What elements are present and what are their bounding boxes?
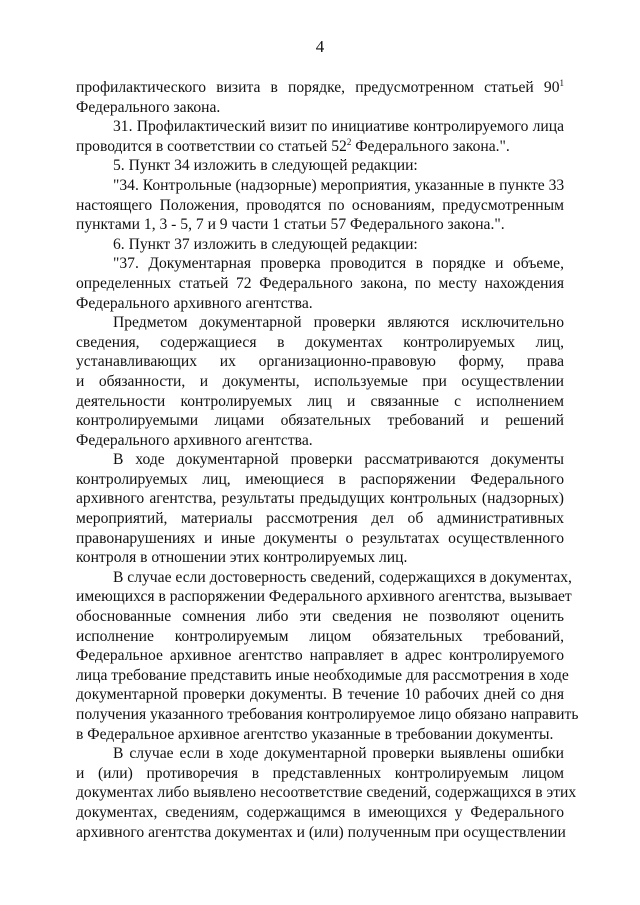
line-text: в Федеральное архивное агентство указанные в требовании документы. — [76, 725, 554, 743]
text-line — [76, 294, 564, 314]
text-line — [76, 764, 564, 784]
line-text: проводится в соответствии со статьей 52 — [76, 137, 347, 155]
text-line — [76, 333, 564, 353]
text-line — [76, 98, 564, 118]
text-line — [76, 235, 564, 255]
text-line — [76, 607, 564, 627]
text-line — [76, 392, 564, 412]
text-line — [76, 705, 579, 725]
line-text: пунктами 1, 3 - 5, 7 и 9 части 1 статьи 57 Федерального закона.". — [76, 216, 505, 234]
line-text-continuation: Федерального закона.". — [351, 137, 510, 155]
text-line — [76, 646, 564, 666]
text-line — [76, 744, 564, 764]
line-text: лица требование представить иные необходимые для рассмотрения в ходе — [76, 666, 569, 684]
document-body — [76, 78, 579, 842]
line-text: документах либо выявлено несоответствие сведений, содержащихся в этих — [76, 784, 577, 802]
line-text: 5. Пункт 34 изложить в следующей редакции: — [113, 157, 418, 175]
text-line — [76, 823, 564, 843]
line-text: правонарушениях и иные документы о результатах осуществленного — [76, 529, 564, 547]
text-line — [76, 372, 564, 392]
line-text: "37. Документарная проверка проводится в порядке и объеме, — [113, 255, 564, 273]
footnote-superscript: 1 — [559, 78, 564, 88]
text-line — [76, 313, 564, 333]
text-line — [76, 176, 564, 196]
text-line — [76, 470, 564, 490]
text-line — [76, 568, 572, 588]
line-text: контролируемых лиц, имеющиеся в распоряжении Федерального — [76, 470, 564, 488]
line-text: 6. Пункт 37 изложить в следующей редакции: — [113, 235, 418, 253]
line-text: документарной проверки документы. В течение 10 рабочих дней со дня — [76, 686, 564, 704]
text-line — [76, 352, 564, 372]
text-line — [76, 509, 564, 529]
line-text: сведения, содержащиеся в документах контролируемых лиц, — [76, 333, 564, 351]
page-number: 4 — [315, 37, 325, 56]
text-line — [76, 450, 564, 470]
text-line — [76, 117, 564, 137]
line-text: документах, сведениям, содержащимся в имеющихся у Федерального — [76, 803, 564, 821]
line-text: имеющихся в распоряжении Федерального архивного агентства, вызывает — [76, 588, 572, 606]
line-text: Федерального архивного агентства. — [76, 431, 313, 449]
line-text: Предметом документарной проверки являются исключительно — [113, 314, 564, 332]
text-line — [76, 685, 564, 705]
text-line — [76, 548, 564, 568]
text-line — [76, 156, 564, 176]
line-text: Федерального закона. — [76, 98, 221, 116]
line-text: исполнение контролируемым лицом обязательных требований, — [76, 627, 564, 645]
text-line — [76, 529, 564, 549]
line-text: 31. Профилактический визит по инициативе контролируемого лица — [113, 118, 564, 136]
line-text: В случае если достоверность сведений, содержащихся в документах, — [113, 568, 572, 586]
text-line — [76, 411, 564, 431]
line-text: В ходе документарной проверки рассматриваются документы — [113, 451, 564, 469]
text-line — [76, 137, 564, 157]
line-text: устанавливающих их организационно-правовую форму, права — [76, 353, 564, 371]
text-line — [76, 725, 564, 745]
text-line — [76, 215, 564, 235]
line-text: деятельности контролируемых лиц и связанные с исполнением — [76, 392, 564, 410]
text-line — [76, 666, 569, 686]
text-line — [76, 627, 564, 647]
text-line — [76, 274, 564, 294]
line-text: профилактического визита в порядке, предусмотренном статьей 90 — [76, 79, 560, 96]
line-text: обоснованные сомнения либо эти сведения не позволяют оценить — [76, 608, 564, 626]
line-text: Федерального архивного агентства. — [76, 294, 313, 312]
text-line — [76, 783, 577, 803]
text-line — [76, 78, 564, 98]
line-text: контролируемыми лицами обязательных требований и решений — [76, 412, 564, 430]
line-text: контроля в отношении этих контролируемых лиц. — [76, 549, 408, 567]
line-text: настоящего Положения, проводятся по основаниям, предусмотренным — [76, 196, 564, 214]
line-text: В случае если в ходе документарной проверки выявлены ошибки — [113, 745, 564, 763]
line-text: Федеральное архивное агентство направляет в адрес контролируемого — [76, 647, 564, 665]
footnote-superscript: 2 — [346, 136, 352, 147]
text-line — [76, 489, 564, 509]
text-line — [76, 803, 564, 823]
text-line — [76, 196, 564, 216]
line-text: определенных статьей 72 Федерального закона, по месту нахождения — [76, 274, 564, 292]
line-text: архивного агентства документах и (или) полученным при осуществлении — [76, 823, 566, 841]
line-text: архивного агентства, результаты предыдущих контрольных (надзорных) — [76, 490, 564, 508]
line-text: и (или) противоречия в представленных контролируемым лицом — [76, 764, 564, 782]
line-text: получения указанного требования контролируемое лицо обязано направить — [76, 706, 579, 723]
text-line — [76, 587, 572, 607]
line-text: мероприятий, материалы рассмотрения дел об административных — [76, 510, 564, 528]
text-line — [76, 431, 564, 451]
text-line — [76, 254, 564, 274]
line-text: и обязанности, и документы, используемые при осуществлении — [76, 372, 564, 390]
line-text: "34. Контрольные (надзорные) мероприятия, указанные в пункте 33 — [113, 176, 565, 194]
